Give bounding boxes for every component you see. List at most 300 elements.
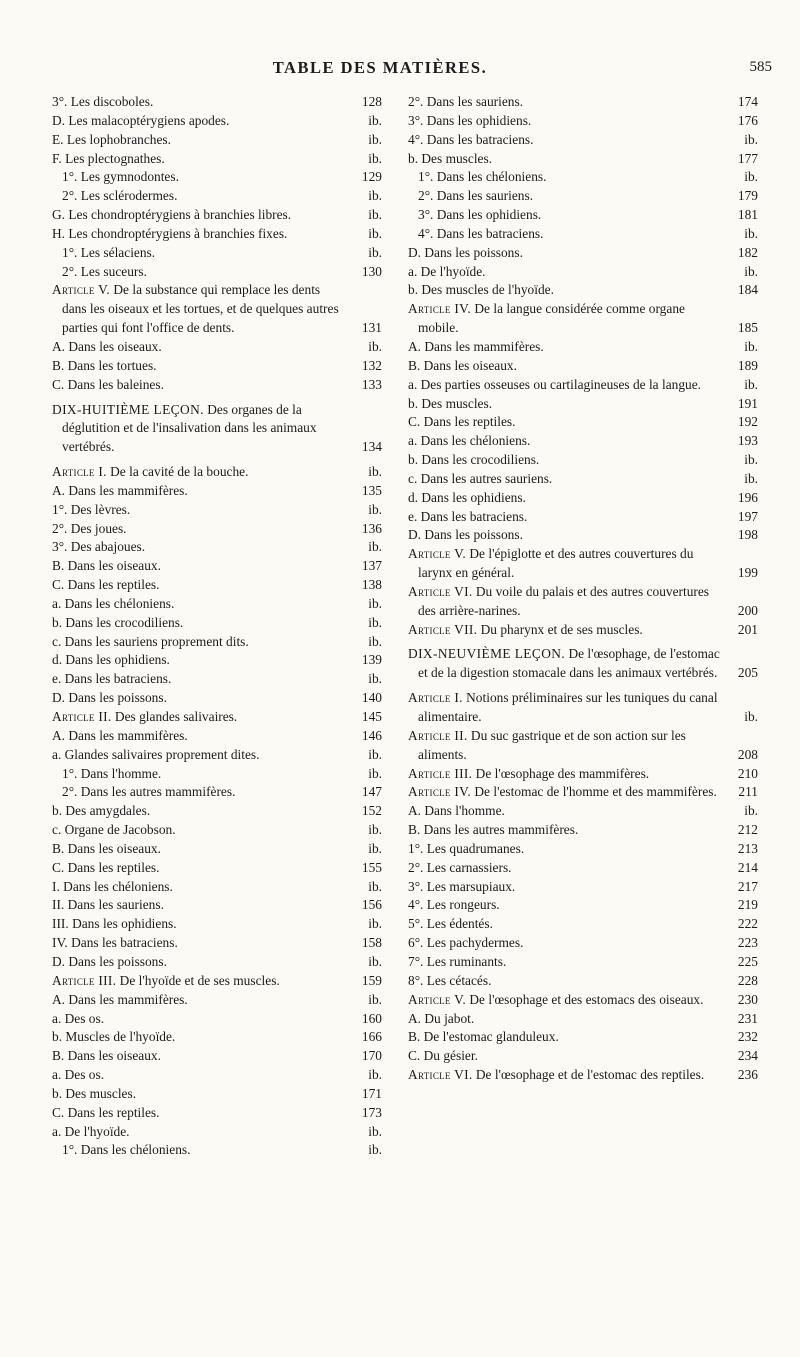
entry-page: 192 <box>737 414 758 430</box>
toc-entry <box>52 859 382 878</box>
entry-text: De l'œsophage des mammifères. <box>475 765 650 781</box>
entry-title <box>408 526 730 545</box>
entry-text: De la substance qui remplace les dents dans les oiseaux et les tortues, et de quelques autres parties qui font l'office de dents. <box>62 282 339 336</box>
entry-title <box>52 463 354 482</box>
entry-page: ib. <box>368 1142 382 1158</box>
entry-page: ib. <box>368 131 382 147</box>
toc-entry <box>52 614 382 633</box>
toc-entry <box>408 150 758 169</box>
toc-entry <box>52 520 382 539</box>
entry-text: 2°. Dans les sauriens. <box>408 94 524 109</box>
entry-page: ib. <box>368 1067 382 1083</box>
entry-text: 2°. Des joues. <box>52 520 127 536</box>
article-label: Article V. <box>408 546 467 562</box>
entry-title <box>52 991 354 1010</box>
entry-page: 199 <box>737 565 758 581</box>
toc-entry <box>408 915 758 934</box>
toc-entry <box>52 802 382 821</box>
entry-page: 130 <box>361 263 382 279</box>
entry-title <box>52 1123 354 1142</box>
entry-text: 8°. Les cétacés. <box>408 972 492 988</box>
entry-page: 147 <box>361 784 382 800</box>
entry-text: 2°. Les carnassiers. <box>408 859 512 875</box>
entry-text: C. Dans les reptiles. <box>408 414 516 430</box>
entry-page: ib. <box>368 501 382 517</box>
entry-text: A. Dans les mammifères. <box>408 338 544 354</box>
toc-entry <box>52 112 382 131</box>
entry-page: ib. <box>368 878 382 894</box>
entry-page: 159 <box>361 972 382 988</box>
entry-text: De l'œsophage et des estomacs des oiseaux. <box>469 991 704 1007</box>
toc-entry <box>408 1010 758 1029</box>
entry-text: 1°. Dans l'homme. <box>62 765 162 781</box>
entry-title <box>52 538 354 557</box>
toc-entry <box>52 1028 382 1047</box>
toc-entry <box>52 1047 382 1066</box>
entry-text: De l'estomac de l'homme et des mammifères. <box>474 784 717 800</box>
entry-text: c. Dans les autres sauriens. <box>408 470 553 486</box>
entry-text: Notions préliminaires sur les tuniques du canal alimentaire. <box>418 690 718 724</box>
entry-page: 131 <box>361 320 382 336</box>
toc-entry <box>52 1066 382 1085</box>
entry-page: ib. <box>744 376 758 392</box>
entry-page: ib. <box>744 470 758 486</box>
entry-page: 179 <box>737 188 758 204</box>
entry-text: b. Des muscles. <box>408 395 493 411</box>
toc-entry <box>52 840 382 859</box>
entry-text: D. Dans les poissons. <box>52 690 167 706</box>
entry-page: 140 <box>361 690 382 706</box>
toc-entry <box>52 746 382 765</box>
entry-title <box>52 150 354 169</box>
entry-page: 155 <box>361 859 382 875</box>
entry-title <box>52 595 354 614</box>
entry-title <box>52 859 354 878</box>
entry-page: ib. <box>744 452 758 468</box>
toc-entry <box>52 1010 382 1029</box>
toc-entry <box>408 244 758 263</box>
entry-page: 137 <box>361 558 382 574</box>
entry-title <box>52 281 354 338</box>
entry-title <box>52 670 354 689</box>
article-entry <box>408 621 758 640</box>
article-entry <box>52 281 382 338</box>
entry-page: 193 <box>737 433 758 449</box>
entry-text: A. Du jabot. <box>408 1010 475 1026</box>
toc-entry <box>408 896 758 915</box>
toc-entry <box>408 878 758 897</box>
toc-entry <box>52 1123 382 1142</box>
toc-entry <box>52 187 382 206</box>
entry-text: a. De l'hyoïde. <box>52 1123 130 1139</box>
entry-title <box>52 1141 354 1160</box>
entry-title <box>408 896 730 915</box>
entry-text: G. Les chondroptérygiens à branchies libres. <box>52 207 292 223</box>
entry-text: a. Des os. <box>52 1067 105 1083</box>
entry-page: 189 <box>737 357 758 373</box>
entry-title <box>52 727 354 746</box>
toc-entry <box>52 896 382 915</box>
toc-entry <box>52 765 382 784</box>
toc-entry <box>408 953 758 972</box>
entry-title <box>52 225 354 244</box>
lesson-entry <box>408 645 758 683</box>
entry-title <box>52 1028 354 1047</box>
entry-text: 3°. Les discoboles. <box>52 94 154 109</box>
toc-entry <box>408 934 758 953</box>
entry-page: 166 <box>361 1029 382 1045</box>
toc-entry <box>52 595 382 614</box>
entry-title <box>52 746 354 765</box>
toc-entry <box>408 508 758 527</box>
entry-page: ib. <box>368 244 382 260</box>
entry-text: 3°. Dans les ophidiens. <box>408 112 532 128</box>
entry-title <box>408 168 730 187</box>
entry-text: II. Dans les sauriens. <box>52 897 164 913</box>
article-entry <box>408 689 758 727</box>
entry-page: ib. <box>368 207 382 223</box>
entry-page: 184 <box>737 282 758 298</box>
toc-entry <box>408 470 758 489</box>
article-entry <box>52 708 382 727</box>
toc-entry <box>408 168 758 187</box>
entry-text: De l'épiglotte et des autres couvertures du larynx en général. <box>418 546 694 581</box>
entry-title <box>408 432 730 451</box>
toc-entry <box>52 727 382 746</box>
entry-title <box>408 244 730 263</box>
entry-text: C. Dans les reptiles. <box>52 1104 160 1120</box>
entry-page: 232 <box>737 1029 758 1045</box>
toc-entry <box>52 376 382 395</box>
entry-page: 217 <box>737 878 758 894</box>
entry-title <box>408 821 730 840</box>
entry-page: ib. <box>368 916 382 932</box>
header-title: TABLE DES MATIÈRES. <box>272 58 488 77</box>
entry-title <box>52 915 354 934</box>
entry-text: b. Des muscles. <box>408 150 493 166</box>
entry-page: ib. <box>368 633 382 649</box>
entry-page: 211 <box>738 784 758 800</box>
entry-page: 160 <box>361 1010 382 1026</box>
entry-text: 4°. Dans les batraciens. <box>408 131 534 147</box>
entry-title <box>52 1066 354 1085</box>
entry-title <box>408 206 730 225</box>
entry-page: 236 <box>737 1067 758 1083</box>
entry-page: 198 <box>737 527 758 543</box>
entry-text: 2°. Dans les autres mammifères. <box>62 784 236 800</box>
entry-title <box>408 802 730 821</box>
toc-entry <box>52 651 382 670</box>
entry-text: 6°. Les pachydermes. <box>408 935 524 951</box>
entry-page: 158 <box>361 935 382 951</box>
entry-page: ib. <box>368 539 382 555</box>
entry-title <box>408 765 730 784</box>
entry-page: 182 <box>737 244 758 260</box>
toc-entry <box>52 93 382 112</box>
entry-page: 234 <box>737 1048 758 1064</box>
article-entry <box>408 783 758 802</box>
entry-text: D. Les malacoptérygiens apodes. <box>52 112 230 128</box>
toc-entry <box>52 338 382 357</box>
entry-text: b. Des muscles. <box>52 1085 137 1101</box>
lesson-label: DIX-NEUVIÈME LEÇON. <box>408 646 566 662</box>
entry-page: ib. <box>368 746 382 762</box>
entry-text: c. Organe de Jacobson. <box>52 822 176 838</box>
entry-page: ib. <box>744 709 758 724</box>
toc-entry <box>408 1047 758 1066</box>
entry-text: A. Dans les oiseaux. <box>52 338 162 354</box>
entry-text: 4°. Les rongeurs. <box>408 897 500 913</box>
toc-entry <box>52 953 382 972</box>
entry-page: 135 <box>361 482 382 498</box>
entry-text: 1°. Des lèvres. <box>52 501 131 517</box>
toc-entry <box>52 501 382 520</box>
entry-title <box>408 451 730 470</box>
toc-entry <box>408 112 758 131</box>
article-entry <box>408 991 758 1010</box>
entry-page: ib. <box>368 822 382 838</box>
entry-text: IV. Dans les batraciens. <box>52 935 178 951</box>
entry-text: 1°. Dans les chéloniens. <box>62 1142 191 1158</box>
entry-page: 222 <box>737 916 758 932</box>
article-label: Article III. <box>52 972 117 988</box>
entry-title <box>52 783 354 802</box>
article-label: Article V. <box>52 282 111 298</box>
article-label: Article VI. <box>408 1067 473 1083</box>
entry-title <box>408 621 730 640</box>
article-label: Article V. <box>408 991 467 1007</box>
toc-entry <box>52 557 382 576</box>
entry-text: Du suc gastrique et de son action sur les aliments. <box>418 727 686 762</box>
toc-entry <box>52 689 382 708</box>
toc-entry <box>52 783 382 802</box>
entry-page: ib. <box>368 225 382 241</box>
toc-entry <box>52 991 382 1010</box>
toc-entry <box>408 357 758 376</box>
entry-title <box>408 583 730 621</box>
toc-entry <box>52 168 382 187</box>
entry-text: A. Dans l'homme. <box>408 803 505 819</box>
toc-entry <box>52 482 382 501</box>
entry-text: A. Dans les mammifères. <box>52 727 188 743</box>
entry-text: C. Dans les reptiles. <box>52 577 160 593</box>
entry-title <box>408 915 730 934</box>
entry-page: ib. <box>744 131 758 147</box>
entry-page: 133 <box>361 376 382 392</box>
toc-entry <box>52 1141 382 1160</box>
entry-text: a. Dans les chéloniens. <box>408 433 531 449</box>
toc-entry <box>408 802 758 821</box>
entry-text: A. Dans les mammifères. <box>52 991 188 1007</box>
toc-entry <box>52 1104 382 1123</box>
entry-text: b. Des muscles de l'hyoïde. <box>408 282 554 298</box>
article-label: Article VI. <box>408 583 473 599</box>
entry-text: De l'hyoïde et de ses muscles. <box>119 972 280 988</box>
entry-text: B. Dans les autres mammifères. <box>408 822 579 838</box>
entry-text: E. Les lophobranches. <box>52 131 171 147</box>
entry-page: ib. <box>368 614 382 630</box>
entry-title <box>408 112 730 131</box>
article-entry <box>52 463 382 482</box>
entry-title <box>408 508 730 527</box>
entry-page: 171 <box>361 1085 382 1101</box>
entry-text: a. Des parties osseuses ou cartilagineuses de la langue. <box>408 376 702 392</box>
toc-entry <box>408 281 758 300</box>
entry-text: De l'œsophage, de l'estomac et de la digestion stomacale dans les animaux vertébrés. <box>418 646 720 681</box>
entry-page: 210 <box>737 765 758 781</box>
entry-title <box>408 934 730 953</box>
entry-title <box>408 859 730 878</box>
entry-page: 228 <box>737 972 758 988</box>
entry-text: b. Des amygdales. <box>52 803 151 819</box>
entry-title <box>52 1104 354 1123</box>
toc-entry <box>52 1085 382 1104</box>
entry-text: C. Dans les baleines. <box>52 376 164 392</box>
entry-title <box>52 896 354 915</box>
entry-page: 134 <box>361 439 382 455</box>
article-label: Article VII. <box>408 621 478 637</box>
entry-page: 208 <box>737 746 758 762</box>
entry-title <box>52 112 354 131</box>
entry-text: 3°. Les marsupiaux. <box>408 878 516 894</box>
entry-page: ib. <box>744 803 758 819</box>
entry-title <box>52 972 354 991</box>
entry-title <box>408 376 730 395</box>
toc-entry <box>52 357 382 376</box>
entry-page: 200 <box>737 602 758 618</box>
entry-text: C. Dans les reptiles. <box>52 859 160 875</box>
entry-page: 173 <box>361 1104 382 1120</box>
entry-text: C. Du gésier. <box>408 1048 478 1064</box>
toc-entry <box>408 131 758 150</box>
entry-text: d. Dans les ophidiens. <box>408 489 526 505</box>
toc-entry <box>52 821 382 840</box>
toc-entry <box>52 206 382 225</box>
article-label: Article IV. <box>408 301 472 317</box>
entry-title <box>408 972 730 991</box>
entry-page: 205 <box>737 665 758 681</box>
entry-title <box>52 520 354 539</box>
toc-entry <box>52 670 382 689</box>
article-entry <box>408 300 758 338</box>
entry-page: 213 <box>737 840 758 856</box>
entry-text: D. Dans les poissons. <box>408 527 523 543</box>
toc-entry <box>408 395 758 414</box>
entry-title <box>408 645 730 683</box>
entry-text: a. Dans les chéloniens. <box>52 595 175 611</box>
toc-entry <box>408 93 758 112</box>
entry-text: Du pharynx et de ses muscles. <box>480 621 643 637</box>
entry-text: 1°. Les gymnodontes. <box>62 169 179 185</box>
toc-entry <box>408 413 758 432</box>
toc-entry <box>408 187 758 206</box>
entry-page: ib. <box>368 112 382 128</box>
toc-entry <box>52 131 382 150</box>
left-column <box>52 93 382 1160</box>
article-label: Article I. <box>408 690 463 706</box>
entry-title <box>408 840 730 859</box>
entry-page: 132 <box>361 357 382 373</box>
article-entry <box>408 727 758 765</box>
entry-title <box>52 501 354 520</box>
entry-title <box>52 953 354 972</box>
toc-entry <box>52 150 382 169</box>
entry-title <box>408 395 730 414</box>
entry-page: ib. <box>368 1123 382 1139</box>
entry-title <box>52 206 354 225</box>
entry-page: ib. <box>368 953 382 969</box>
entry-page: ib. <box>744 169 758 185</box>
entry-text: 2°. Les suceurs. <box>62 263 147 279</box>
toc-entry <box>52 538 382 557</box>
entry-text: B. Dans les oiseaux. <box>52 558 161 574</box>
entry-text: a. Glandes salivaires proprement dites. <box>52 746 260 762</box>
entry-text: Des glandes salivaires. <box>114 709 238 724</box>
entry-title <box>52 338 354 357</box>
entry-title <box>408 300 730 338</box>
entry-text: 2°. Les sclérodermes. <box>62 188 178 204</box>
entry-page: 212 <box>737 822 758 838</box>
toc-entry <box>408 840 758 859</box>
entry-text: a. De l'hyoïde. <box>408 263 486 279</box>
article-label: Article II. <box>52 709 112 724</box>
right-column <box>408 93 758 1085</box>
entry-text: 3°. Dans les ophidiens. <box>418 207 542 223</box>
entry-title <box>52 802 354 821</box>
entry-page: 201 <box>737 621 758 637</box>
entry-title <box>52 689 354 708</box>
entry-page: 136 <box>361 520 382 536</box>
entry-page: ib. <box>368 338 382 354</box>
entry-title <box>52 131 354 150</box>
entry-title <box>408 357 730 376</box>
entry-title <box>408 991 730 1010</box>
entry-text: c. Dans les sauriens proprement dits. <box>52 633 249 649</box>
entry-title <box>52 1047 354 1066</box>
entry-title <box>52 401 354 458</box>
entry-page: 230 <box>737 991 758 1007</box>
article-label: Article IV. <box>408 784 472 800</box>
entry-title <box>408 1047 730 1066</box>
entry-title <box>408 413 730 432</box>
entry-title <box>52 934 354 953</box>
entry-text: e. Dans les batraciens. <box>52 671 172 687</box>
entry-page: ib. <box>744 338 758 354</box>
entry-text: a. Des os. <box>52 1010 105 1026</box>
entry-title <box>52 168 354 187</box>
toc-entry <box>408 1028 758 1047</box>
entry-page: 185 <box>737 320 758 336</box>
entry-page: 225 <box>737 953 758 969</box>
toc-entry <box>408 526 758 545</box>
entry-text: B. De l'estomac glanduleux. <box>408 1029 559 1045</box>
entry-page: 231 <box>737 1010 758 1026</box>
entry-title <box>408 1028 730 1047</box>
entry-text: b. Dans les crocodiliens. <box>52 614 184 630</box>
entry-title <box>52 357 354 376</box>
entry-text: I. Dans les chéloniens. <box>52 878 173 894</box>
entry-page: 176 <box>737 112 758 128</box>
toc-entry <box>52 225 382 244</box>
entry-title <box>52 840 354 859</box>
toc-entry <box>52 244 382 263</box>
toc-entry <box>52 934 382 953</box>
entry-title <box>408 470 730 489</box>
entry-title <box>408 689 730 727</box>
entry-page: 129 <box>361 169 382 185</box>
toc-entry <box>408 859 758 878</box>
entry-page: 177 <box>737 150 758 166</box>
